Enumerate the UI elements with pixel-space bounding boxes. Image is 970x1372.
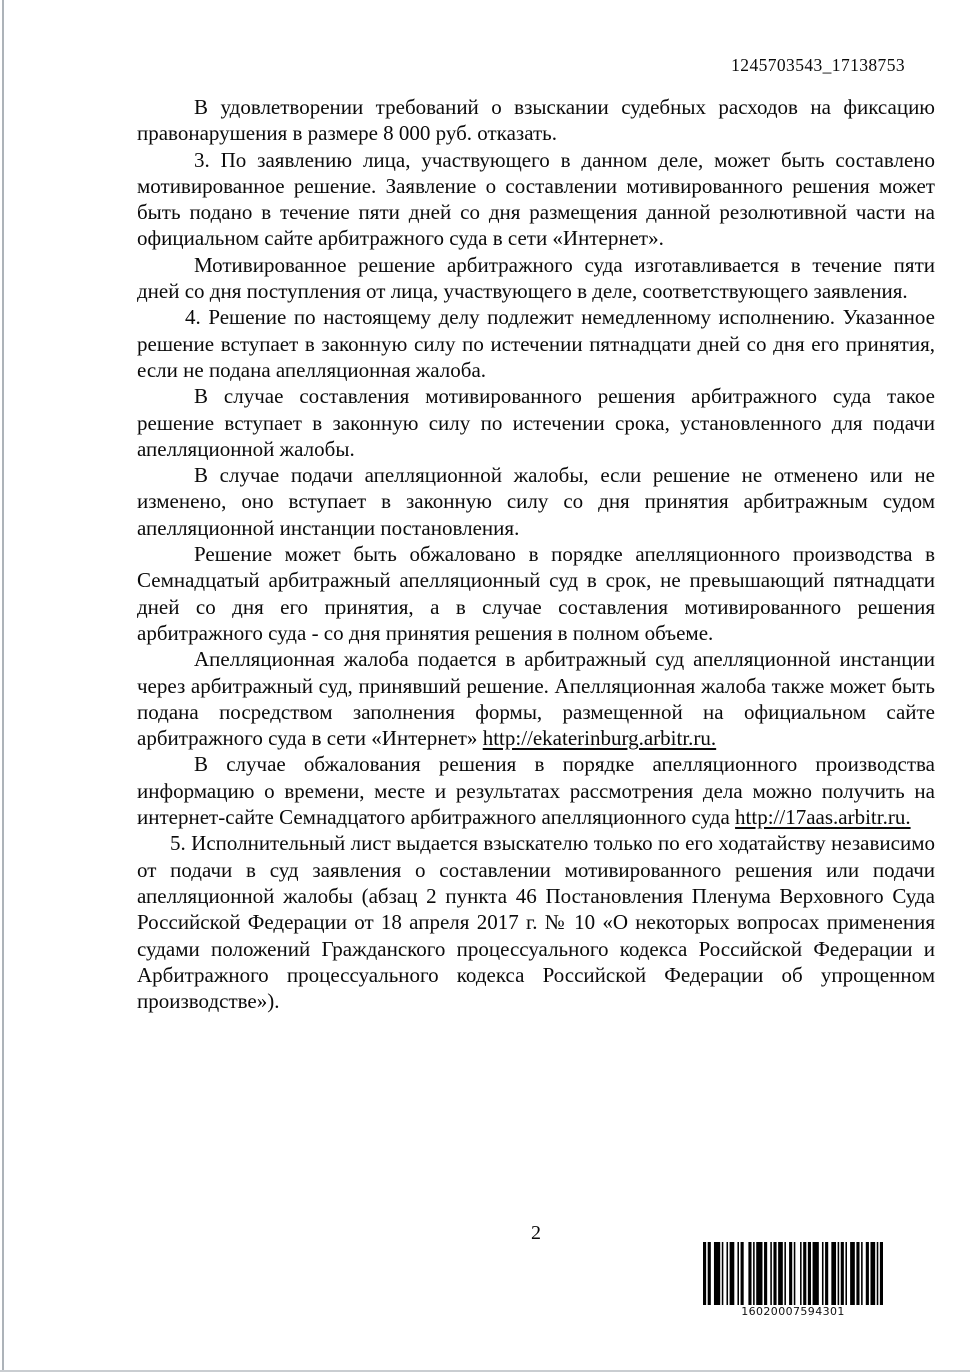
paragraph-legal-force-appeal: В случае подачи апелляционной жалобы, если решение не отменено или не изменено, оно вступает в законную силу со дня принятия арбитражным судом апелляционной инстанции постановления. bbox=[137, 463, 935, 540]
paragraph-appeal-filing bbox=[137, 646, 935, 751]
paragraph-appeal-info-text: В случае обжалования решения в порядке апелляционного производства информацию о времени, месте и результатах рассмотрения дела можно получить на интернет-сайте Семнадцатого арбитражного апелляционного суда bbox=[137, 752, 935, 830]
barcode-number: 16020007594301 bbox=[741, 1305, 845, 1318]
document-body bbox=[137, 94, 935, 1014]
barcode bbox=[703, 1242, 883, 1318]
paragraph-motivated-decision-term: Мотивированное решение арбитражного суда изготавливается в течение пяти дней со дня поступления от лица, участвующего в деле, соответствующего заявления. bbox=[137, 252, 935, 304]
paragraph-appeal-info bbox=[137, 751, 935, 830]
paragraph-appeal-procedure: Решение может быть обжаловано в порядке апелляционного производства в Семнадцатый арбитражный апелляционный суд в срок, не превышающий пятнадцати дней со дня его принятия, а в случае составления мотивированного решения арбитражного суда - со дня принятия решения в полном объеме. bbox=[137, 542, 935, 645]
scan-left-edge bbox=[2, 0, 4, 1372]
barcode-bars bbox=[703, 1242, 883, 1305]
page-number: 2 bbox=[531, 1222, 541, 1244]
paragraph-legal-force-motivated: В случае составления мотивированного решения арбитражного суда такое решение вступает в законную силу по истечении срока, установленного для подачи апелляционной жалобы. bbox=[137, 384, 935, 461]
paragraph-costs-refusal: В удовлетворении требований о взыскании судебных расходов на фиксацию правонарушения в размере 8 000 руб. отказать. bbox=[137, 95, 935, 146]
17aas-arbitr-link[interactable]: http://17aas.arbitr.ru. bbox=[735, 805, 911, 830]
paragraph-appeal-filing-text: Апелляционная жалоба подается в арбитражный суд апелляционной инстанции через арбитражный суд, принявший решение. Апелляционная жалоба также может быть подана посредством заполнения формы, размещенной на официальном сайте арбитражного суда в сети «Интернет» bbox=[137, 647, 935, 751]
paragraph-5-writ-of-execution: 5. Исполнительный лист выдается взыскателю только по его ходатайству независимо от подачи в суд заявления о составлении мотивированного решения или подачи апелляционной жалобы (абзац 2 пункта 46 Постановления Пленума Верховного Суда Российской Федерации от 18 апреля 2017 г. № 10 «О некоторых вопросах применения судами положений Гражданского процессуального кодекса Российской Федерации и Арбитражного процессуального кодекса Российской Федерации об упрощенном производстве»). bbox=[137, 831, 935, 1014]
document-id: 1245703543_17138753 bbox=[731, 55, 905, 75]
paragraph-4-immediate-execution: 4. Решение по настоящему делу подлежит немедленному исполнению. Указанное решение вступает в законную силу по истечении пятнадцати дней со дня его принятия, если не подана апелляционная жалоба. bbox=[137, 305, 935, 382]
ekaterinburg-arbitr-link[interactable]: http://ekaterinburg.arbitr.ru. bbox=[482, 726, 717, 751]
paragraph-3-motivated-decision: 3. По заявлению лица, участвующего в данном деле, может быть составлено мотивированное решение. Заявление о составлении мотивированного решения может быть подано в течение пяти дней со дня размещения данной резолютивной части на официальном сайте арбитражного суда в сети «Интернет». bbox=[137, 147, 935, 251]
